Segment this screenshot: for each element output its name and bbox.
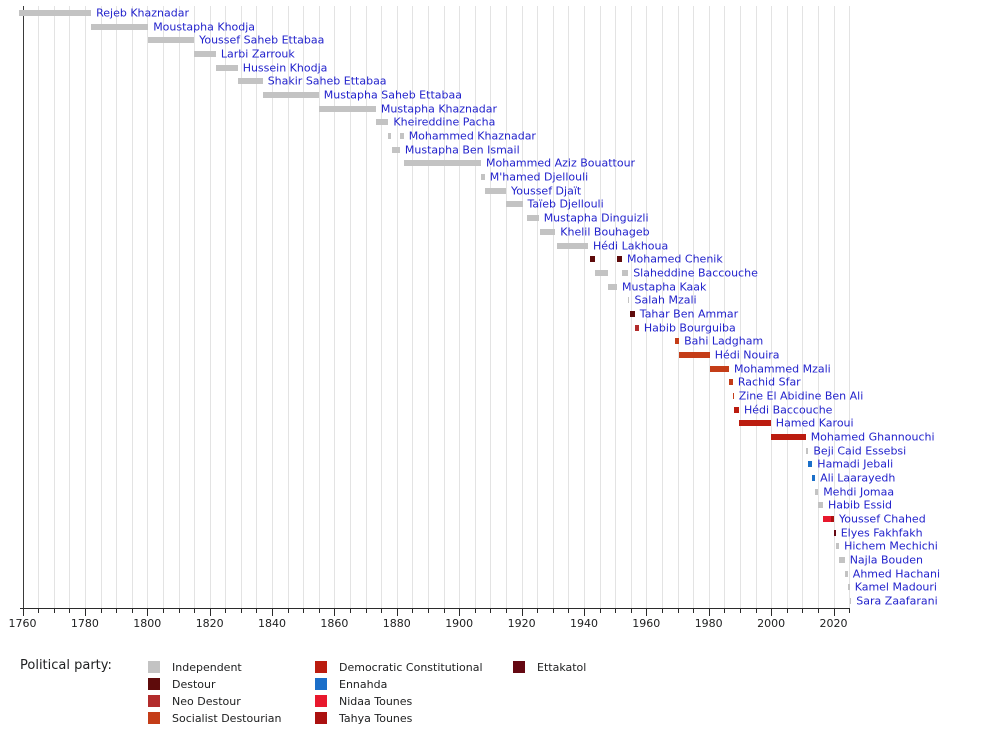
x-axis-major-tick [334, 609, 335, 616]
term-bar [729, 379, 733, 385]
term-bar [194, 51, 216, 57]
x-axis-minor-tick [54, 609, 55, 613]
gridline [553, 6, 554, 608]
term-bar [540, 229, 555, 235]
term-bar [679, 352, 710, 358]
x-axis-minor-tick [693, 609, 694, 613]
term-bar [848, 584, 850, 590]
x-axis-minor-tick [38, 609, 39, 613]
person-link[interactable]: Ahmed Hachani [852, 567, 941, 581]
legend-label-socialist_destourian: Socialist Destourian [172, 712, 282, 725]
gridline [740, 6, 741, 608]
x-axis-major-tick [646, 609, 647, 616]
term-bar [595, 270, 608, 276]
term-bar [831, 516, 834, 522]
gridline [210, 6, 211, 608]
term-bar [836, 543, 839, 549]
person-link[interactable]: Ali Laarayedh [820, 471, 896, 485]
x-axis-minor-tick [412, 609, 413, 613]
gridline [85, 6, 86, 608]
x-axis-minor-tick [553, 609, 554, 613]
legend-label-democratic_constitutional: Democratic Constitutional [339, 661, 483, 674]
person-link[interactable]: Hussein Khodja [242, 61, 328, 75]
gridline [179, 6, 180, 608]
gridline [241, 6, 242, 608]
legend-label-destour: Destour [172, 678, 216, 691]
person-link[interactable]: Salah Mzali [634, 293, 697, 307]
term-bar [590, 256, 595, 262]
term-bar [675, 338, 679, 344]
x-axis-minor-tick [319, 609, 320, 613]
gridline [771, 6, 772, 608]
term-bar [808, 461, 812, 467]
gridline [631, 6, 632, 608]
x-axis-tick-label: 1760 [8, 617, 37, 630]
x-axis-tick-label: 1960 [632, 617, 661, 630]
gridline [38, 6, 39, 608]
term-bar [319, 106, 376, 112]
legend-swatch-nidaa_tounes [315, 695, 327, 707]
term-bar [622, 270, 628, 276]
gridline [490, 6, 491, 608]
gridline [600, 6, 601, 608]
x-axis-minor-tick [350, 609, 351, 613]
term-bar [710, 366, 729, 372]
person-link[interactable]: Mohammed Aziz Bouattour [486, 156, 636, 170]
x-axis-minor-tick [787, 609, 788, 613]
gridline [615, 6, 616, 608]
x-axis-minor-tick [366, 609, 367, 613]
gridline [256, 6, 257, 608]
legend-swatch-socialist_destourian [148, 712, 160, 724]
x-axis-major-tick [459, 609, 460, 616]
legend-swatch-neo_destour [148, 695, 160, 707]
x-axis-minor-tick [179, 609, 180, 613]
person-link[interactable]: Shakir Saheb Ettabaa [267, 74, 387, 88]
term-bar [400, 133, 404, 139]
person-link[interactable]: Mustapha Ben Ismail [404, 143, 520, 157]
x-axis-tick-label: 1780 [70, 617, 99, 630]
term-bar [839, 557, 845, 563]
x-axis-tick-label: 1800 [133, 617, 162, 630]
x-axis-line [20, 608, 850, 609]
term-bar [216, 65, 238, 71]
gridline [506, 6, 507, 608]
person-link[interactable]: Hamadi Jebali [817, 457, 894, 471]
x-axis-major-tick [834, 609, 835, 616]
x-axis-minor-tick [537, 609, 538, 613]
x-axis-minor-tick [475, 609, 476, 613]
x-axis-major-tick [709, 609, 710, 616]
x-axis-tick-label: 2000 [757, 617, 786, 630]
person-link[interactable]: Mustapha Dinguizli [543, 211, 649, 225]
gridline [787, 6, 788, 608]
x-axis-major-tick [210, 609, 211, 616]
x-axis-minor-tick [568, 609, 569, 613]
person-link[interactable]: Youssef Djaït [511, 184, 582, 198]
term-bar [818, 502, 823, 508]
x-axis-minor-tick [849, 609, 850, 613]
legend-label-tahya_tounes: Tahya Tounes [339, 712, 413, 725]
term-bar [91, 24, 148, 30]
x-axis-minor-tick [428, 609, 429, 613]
term-bar [404, 160, 481, 166]
term-bar [806, 448, 809, 454]
term-bar [376, 119, 389, 125]
x-axis-major-tick [147, 609, 148, 616]
person-link[interactable]: Najla Bouden [849, 553, 923, 567]
person-link[interactable]: Mohammed Mzali [734, 362, 831, 375]
gridline [147, 6, 148, 608]
term-bar [771, 434, 806, 440]
plot-left-border [23, 6, 24, 608]
term-bar [148, 37, 194, 43]
x-axis-minor-tick [116, 609, 117, 613]
person-link[interactable]: Slaheddine Baccouche [633, 266, 758, 280]
person-link[interactable]: M'hamed Djellouli [489, 170, 589, 184]
term-bar [506, 201, 523, 207]
gridline [802, 6, 803, 608]
person-link[interactable]: Hichem Mechichi [844, 539, 938, 553]
x-axis-minor-tick [194, 609, 195, 613]
legend-label-independent: Independent [172, 661, 242, 674]
person-link[interactable]: Rejeb Khaznadar [96, 6, 189, 20]
person-link[interactable]: Rachid Sfar [737, 375, 801, 389]
person-link[interactable]: Youssef Saheb Ettabaa [199, 33, 325, 47]
x-axis-tick-label: 1860 [320, 617, 349, 630]
term-bar [263, 92, 319, 98]
term-bar [557, 243, 588, 249]
legend-swatch-democratic_constitutional [315, 661, 327, 673]
person-link[interactable]: Elyes Fakhfakh [840, 526, 923, 540]
person-link[interactable]: Habib Bourguiba [643, 321, 736, 334]
person-link[interactable]: Khelil Bouhageb [560, 225, 650, 239]
x-axis-tick-label: 1980 [694, 617, 723, 630]
x-axis-major-tick [272, 609, 273, 616]
gridline [225, 6, 226, 608]
x-axis-tick-label: 1920 [507, 617, 536, 630]
term-bar [608, 284, 617, 290]
person-link[interactable]: Zine El Abidine Ben Ali [738, 389, 864, 403]
legend-swatch-independent [148, 661, 160, 673]
x-axis-minor-tick [740, 609, 741, 613]
x-axis-minor-tick [241, 609, 242, 613]
x-axis-major-tick [584, 609, 585, 616]
term-bar [527, 215, 539, 221]
term-bar [812, 475, 815, 481]
gridline [163, 6, 164, 608]
x-axis-minor-tick [756, 609, 757, 613]
legend-swatch-ennahda [315, 678, 327, 690]
term-bar [733, 393, 734, 399]
gridline [568, 6, 569, 608]
person-link[interactable]: Youssef Chahed [839, 512, 926, 526]
gridline [54, 6, 55, 608]
x-axis-minor-tick [662, 609, 663, 613]
person-link[interactable]: Tahar Ben Ammar [639, 307, 739, 321]
person-link[interactable]: Hédi Nouira [714, 348, 780, 362]
gridline [522, 6, 523, 608]
x-axis-minor-tick [163, 609, 164, 613]
x-axis-minor-tick [631, 609, 632, 613]
x-axis-minor-tick [381, 609, 382, 613]
gridline [101, 6, 102, 608]
person-link[interactable]: Mohammed Khaznadar [408, 129, 536, 143]
gridline [584, 6, 585, 608]
person-link[interactable]: Bahi Ladgham [684, 334, 764, 348]
gridline [132, 6, 133, 608]
term-bar [481, 174, 485, 180]
person-link[interactable]: Mohamed Chenik [627, 252, 723, 266]
legend-label-ettakatol: Ettakatol [537, 661, 587, 674]
term-bar [635, 325, 639, 331]
person-link[interactable]: Mehdi Jomaa [823, 485, 895, 499]
term-bar [823, 516, 831, 522]
x-axis-minor-tick [818, 609, 819, 613]
gridline [756, 6, 757, 608]
x-axis-tick-label: 1900 [445, 617, 474, 630]
legend-label-neo_destour: Neo Destour [172, 695, 241, 708]
gridline [194, 6, 195, 608]
gridline [116, 6, 117, 608]
term-bar [630, 311, 635, 317]
x-axis-minor-tick [506, 609, 507, 613]
person-link[interactable]: Larbi Zarrouk [220, 47, 295, 61]
term-bar [850, 598, 852, 604]
x-axis-major-tick [23, 609, 24, 616]
x-axis-minor-tick [724, 609, 725, 613]
term-bar [834, 530, 836, 536]
person-link[interactable]: Mustapha Saheb Ettabaa [323, 88, 462, 102]
x-axis-minor-tick [288, 609, 289, 613]
person-link[interactable]: Mustapha Kaak [622, 280, 707, 293]
person-link[interactable]: Habib Essid [828, 498, 892, 512]
x-axis-minor-tick [678, 609, 679, 613]
term-bar [815, 489, 818, 495]
x-axis-minor-tick [303, 609, 304, 613]
term-bar [19, 10, 91, 16]
x-axis-minor-tick [490, 609, 491, 613]
legend-label-nidaa_tounes: Nidaa Tounes [339, 695, 413, 708]
person-link[interactable]: Hédi Baccouche [744, 403, 833, 416]
x-axis-minor-tick [132, 609, 133, 613]
term-bar [238, 78, 263, 84]
legend-label-ennahda: Ennahda [339, 678, 388, 691]
person-link[interactable]: Hamed Karoui [775, 416, 854, 430]
gridline [69, 6, 70, 608]
term-bar [734, 407, 739, 413]
x-axis-minor-tick [69, 609, 70, 613]
x-axis-major-tick [85, 609, 86, 616]
person-link[interactable]: Kamel Madouri [854, 580, 937, 594]
person-link[interactable]: Moustapha Khodja [153, 20, 256, 34]
gridline [818, 6, 819, 608]
x-axis-minor-tick [256, 609, 257, 613]
x-axis-minor-tick [101, 609, 102, 613]
legend-swatch-tahya_tounes [315, 712, 327, 724]
x-axis-major-tick [771, 609, 772, 616]
gridline [537, 6, 538, 608]
x-axis-minor-tick [615, 609, 616, 613]
term-bar [485, 188, 506, 194]
gridline [319, 6, 320, 608]
legend-swatch-destour [148, 678, 160, 690]
person-link[interactable]: Mohamed Ghannouchi [810, 430, 935, 444]
x-axis-tick-label: 1880 [382, 617, 411, 630]
person-link[interactable]: Sara Zaafarani [856, 594, 938, 608]
gridline [475, 6, 476, 608]
legend-swatch-ettakatol [513, 661, 525, 673]
x-axis-tick-label: 1840 [258, 617, 286, 630]
x-axis-tick-label: 1940 [570, 617, 598, 630]
person-link[interactable]: Beji Caid Essebsi [813, 444, 907, 458]
x-axis-major-tick [397, 609, 398, 616]
person-link[interactable]: Taïeb Djellouli [527, 197, 604, 211]
x-axis-minor-tick [444, 609, 445, 613]
x-axis-major-tick [522, 609, 523, 616]
term-bar [392, 147, 400, 153]
person-link[interactable]: Mustapha Khaznadar [380, 102, 497, 116]
x-axis-minor-tick [600, 609, 601, 613]
term-bar [845, 571, 848, 577]
term-bar [628, 297, 629, 303]
x-axis-minor-tick [802, 609, 803, 613]
term-bar [388, 133, 391, 139]
x-axis-tick-label: 2020 [819, 617, 848, 630]
person-link[interactable]: Kheireddine Pacha [393, 115, 496, 129]
person-link[interactable]: Hédi Lakhoua [593, 239, 669, 252]
x-axis-tick-label: 1820 [195, 617, 224, 630]
legend-title: Political party: [20, 658, 112, 673]
term-bar [617, 256, 622, 262]
term-bar [739, 420, 771, 426]
x-axis-minor-tick [225, 609, 226, 613]
